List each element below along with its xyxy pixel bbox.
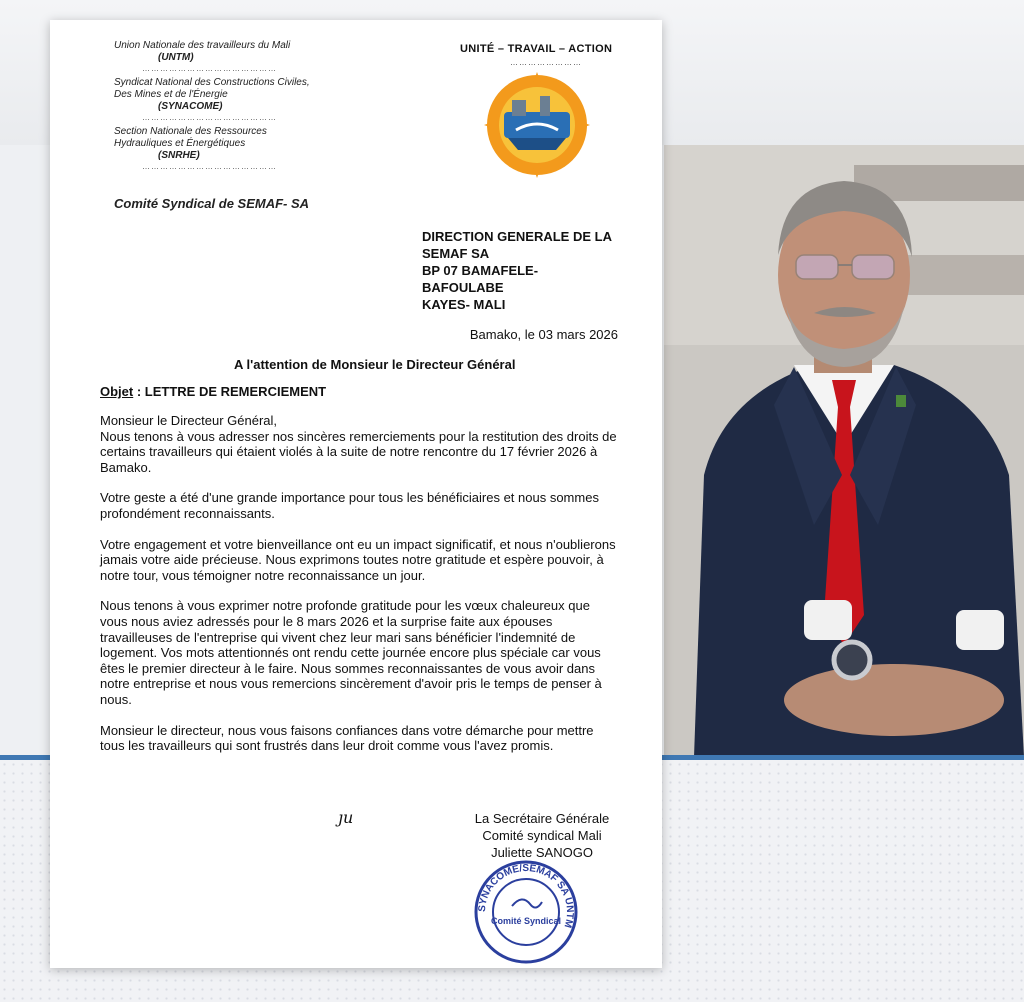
org-untm-name: Union Nationale des travailleurs du Mali: [114, 40, 291, 51]
attention-line: A l'attention de Monsieur le Directeur Général: [234, 357, 516, 372]
address-line: BAFOULABE: [422, 280, 504, 295]
signatory-title: La Secrétaire Générale: [474, 811, 610, 826]
portrait-illustration: [664, 145, 1024, 757]
divider-dots: ………………………………………: [142, 162, 277, 171]
org-snrhe-abbr: (SNRHE): [158, 150, 200, 161]
paragraph-3: Votre engagement et votre bienveillance ont eu un impact significatif, et nous n'oublierons jamais votre aide précieuse. Nous exprimons toutes notre gratitude et espère pouvoir, à notre tour, vous témoigner notre reconnaissance un jour.: [100, 536, 616, 583]
paragraph-2: Votre geste a été d'une grande importance pour tous les bénéficiaires et nous sommes profondément reconnaissants.: [100, 490, 599, 521]
subject-label: Objet: [100, 384, 134, 399]
org-snrhe-line1: Section Nationale des Ressources: [114, 126, 267, 137]
portrait-photo: [664, 145, 1024, 757]
salutation: Monsieur le Directeur Général,: [100, 413, 278, 428]
union-header: [114, 40, 364, 175]
paragraph-4: Nous tenons à vous exprimer notre profonde gratitude pour les vœux chaleureux que vous nous aviez adressés pour le 8 mars 2026 et la surprise faite aux épouses travailleuses de l'entreprise qui vivent chez leur mari sans bénéficier l'indemnité de logement. Vos mots attentionnés ont rendu cette journée encore plus spéciale car vous êtes le premier directeur à le faire. Nous sommes reconnaissantes de vous avoir dans notre entreprise et nous vous remercions sincèrement d'avoir pris le temps de penser à nous.: [100, 598, 602, 707]
divider-dots: ………………………………………: [142, 113, 277, 122]
comite-title: Comité Syndical de SEMAF- SA: [114, 196, 310, 211]
recipient-address: [422, 228, 612, 313]
union-stamp-icon: [472, 858, 580, 966]
handwritten-initials: ȷu: [338, 808, 354, 827]
signatory-name: Juliette SANOGO: [491, 845, 593, 860]
org-snrhe-line2: Hydrauliques et Énergétiques: [114, 138, 246, 149]
org-synacome-line2: Des Mines et de l'Énergie: [114, 89, 228, 100]
paragraph-1: Nous tenons à vous adresser nos sincères remerciements pour la restitution des droits de certains travailleurs qui étaient violés à la suite de notre rencontre du 17 février 2026 à Bamako.: [100, 428, 617, 475]
letter-body: [100, 413, 620, 769]
org-untm-abbr: (UNTM): [158, 52, 194, 63]
letter-sheet: [50, 20, 662, 968]
stamp-ring-text: SYNACOME/SEMAF SA UNTM: [476, 862, 576, 929]
address-line: DIRECTION GENERALE DE LA: [422, 229, 612, 244]
signature-block: [452, 810, 632, 861]
stamp-center-text: Comité Syndical: [490, 916, 562, 926]
union-logo-icon: [482, 70, 592, 180]
letter-date: Bamako, le 03 mars 2026: [469, 327, 618, 342]
subject-text: : LETTRE DE REMERCIEMENT: [133, 384, 327, 399]
org-synacome-abbr: (SYNACOME): [158, 101, 223, 112]
paragraph-5: Monsieur le directeur, nous vous faisons confiances dans votre démarche pour mettre tous les travailleurs qui sont frustrés dans leur droit comme vous l'avez promis.: [100, 722, 594, 754]
motto: UNITÉ – TRAVAIL – ACTION: [460, 43, 613, 55]
divider-dots: ………………………………………: [142, 64, 277, 73]
address-line: KAYES- MALI: [422, 297, 506, 312]
motto-dots: ……………………: [510, 58, 582, 67]
address-line: BP 07 BAMAFELE-: [422, 263, 539, 278]
address-line: SEMAF SA: [422, 246, 490, 261]
org-synacome-line1: Syndicat National des Constructions Civiles,: [114, 77, 310, 88]
signatory-org: Comité syndical Mali: [482, 828, 602, 843]
subject-line: [100, 384, 326, 399]
